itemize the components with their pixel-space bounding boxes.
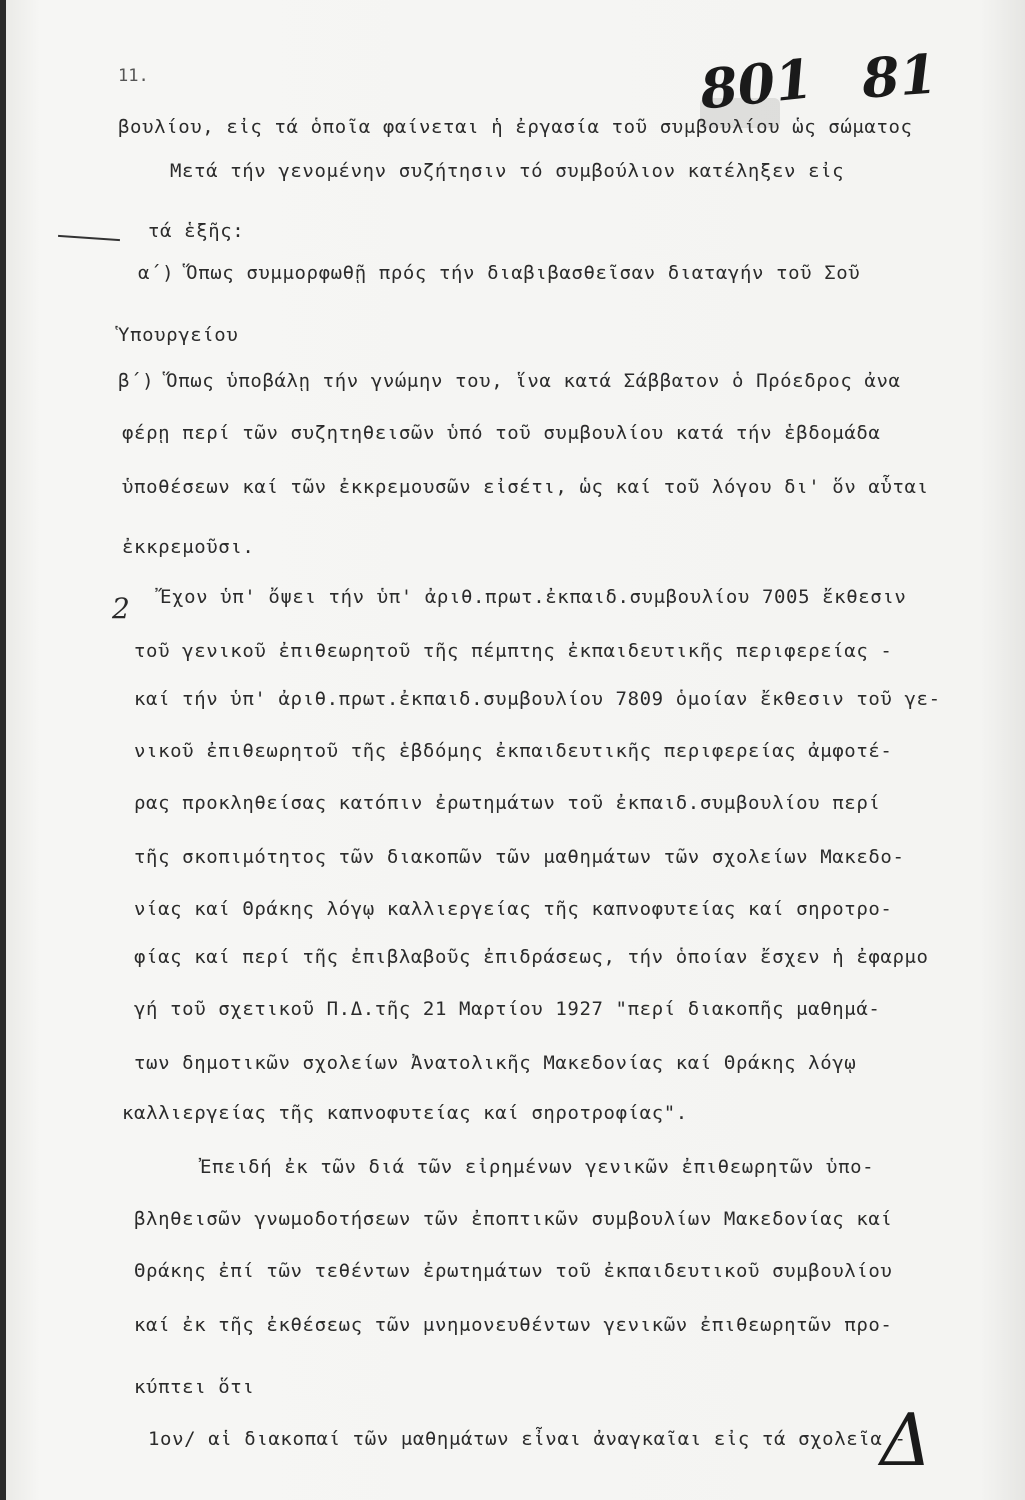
margin-annotation: 2	[112, 592, 130, 625]
scan-left-edge	[0, 0, 6, 1500]
text-line-14: ρας προκληθείσας κατόπιν ἐρωτημάτων τοῦ ἐκπαιδ.συμβουλίου περί	[134, 792, 881, 814]
text-line-3: τά ἑξῆς:	[148, 220, 245, 242]
text-line-21: Ἐπειδή ἐκ τῶν διά τῶν εἰρημένων γενικῶν ἐπιθεωρητῶν ὑπο-	[200, 1156, 875, 1178]
text-line-13: νικοῦ ἐπιθεωρητοῦ τῆς ἑβδόμης ἐκπαιδευτικῆς περιφερείας ἀμφοτέ-	[134, 740, 893, 762]
text-line-20: καλλιεργείας τῆς καπνοφυτείας καί σηροτροφίας".	[122, 1102, 688, 1124]
handwritten-number-primary: 801	[696, 46, 816, 122]
text-line-24: καί ἐκ τῆς ἐκθέσεως τῶν μνημονευθέντων γενικῶν ἐπιθεωρητῶν προ-	[134, 1314, 893, 1336]
text-line-9: ἐκκρεμοῦσι.	[122, 536, 255, 558]
handwritten-initial: Δ	[880, 1398, 932, 1482]
text-line-22: βληθεισῶν γνωμοδοτήσεων τῶν ἐποπτικῶν συμβουλίων Μακεδονίας καί	[134, 1208, 893, 1230]
text-line-10: Ἔχον ὑπ' ὄψει τήν ὑπ' ἀριθ.πρωτ.ἐκπαιδ.συμβουλίου 7005 ἔκθεσιν	[160, 586, 907, 608]
text-line-8: ὑποθέσεων καί τῶν ἐκκρεμουσῶν εἰσέτι, ὡς καί τοῦ λόγου δι' ὅν αὗται	[122, 476, 929, 498]
text-line-16: νίας καί Θράκης λόγῳ καλλιεργείας τῆς καπνοφυτείας καί σηροτρο-	[134, 898, 893, 920]
text-line-7: φέρῃ περί τῶν συζητηθεισῶν ὑπό τοῦ συμβουλίου κατά τήν ἑβδομάδα	[122, 422, 881, 444]
text-line-18: γή τοῦ σχετικοῦ Π.Δ.τῆς 21 Μαρτίου 1927 "περί διακοπῆς μαθημά-	[134, 998, 881, 1020]
text-line-23: Θράκης ἐπί τῶν τεθέντων ἐρωτημάτων τοῦ ἐκπαιδευτικοῦ συμβουλίου	[134, 1260, 893, 1282]
text-line-6: β΄) Ὅπως ὑποβάλῃ τήν γνώμην του, ἵνα κατά Σάββατον ὁ Πρόεδρος ἀνα	[118, 370, 901, 392]
text-line-15: τῆς σκοπιμότητος τῶν διακοπῶν τῶν μαθημάτων τῶν σχολείων Μακεδο-	[134, 846, 905, 868]
text-line-26: 1ον/ αἱ διακοπαί τῶν μαθημάτων εἶναι ἀναγκαῖαι εἰς τά σχολεῖα -	[148, 1428, 907, 1450]
page-number: 11.	[118, 66, 149, 86]
text-line-11: τοῦ γενικοῦ ἐπιθεωρητοῦ τῆς πέμπτης ἐκπαιδευτικῆς περιφερείας -	[134, 640, 893, 662]
text-line-25: κύπτει ὅτι	[134, 1376, 255, 1398]
text-line-17: φίας καί περί τῆς ἐπιβλαβοῦς ἐπιδράσεως, τήν ὁποίαν ἔσχεν ἡ ἐφαρμο	[134, 946, 929, 968]
margin-dash-mark	[58, 235, 120, 241]
text-line-12: καί τήν ὑπ' ἀριθ.πρωτ.ἐκπαιδ.συμβουλίου 7809 ὁμοίαν ἔκθεσιν τοῦ γε-	[134, 688, 941, 710]
text-line-1: βουλίου, εἰς τά ὁποῖα φαίνεται ἡ ἐργασία τοῦ συμβουλίου ὡς σώματος	[118, 116, 913, 138]
text-line-5: Ὑπουργείου	[118, 324, 239, 346]
text-line-2: Μετά τήν γενομένην συζήτησιν τό συμβούλιον κατέληξεν εἰς	[170, 160, 845, 182]
text-line-4: α΄) Ὅπως συμμορφωθῇ πρός τήν διαβιβασθεῖσαν διαταγήν τοῦ Σοῦ	[138, 262, 861, 284]
handwritten-number-secondary: 81	[859, 41, 940, 111]
text-line-19: των δημοτικῶν σχολείων Ἀνατολικῆς Μακεδονίας καί Θράκης λόγῳ	[134, 1052, 857, 1074]
